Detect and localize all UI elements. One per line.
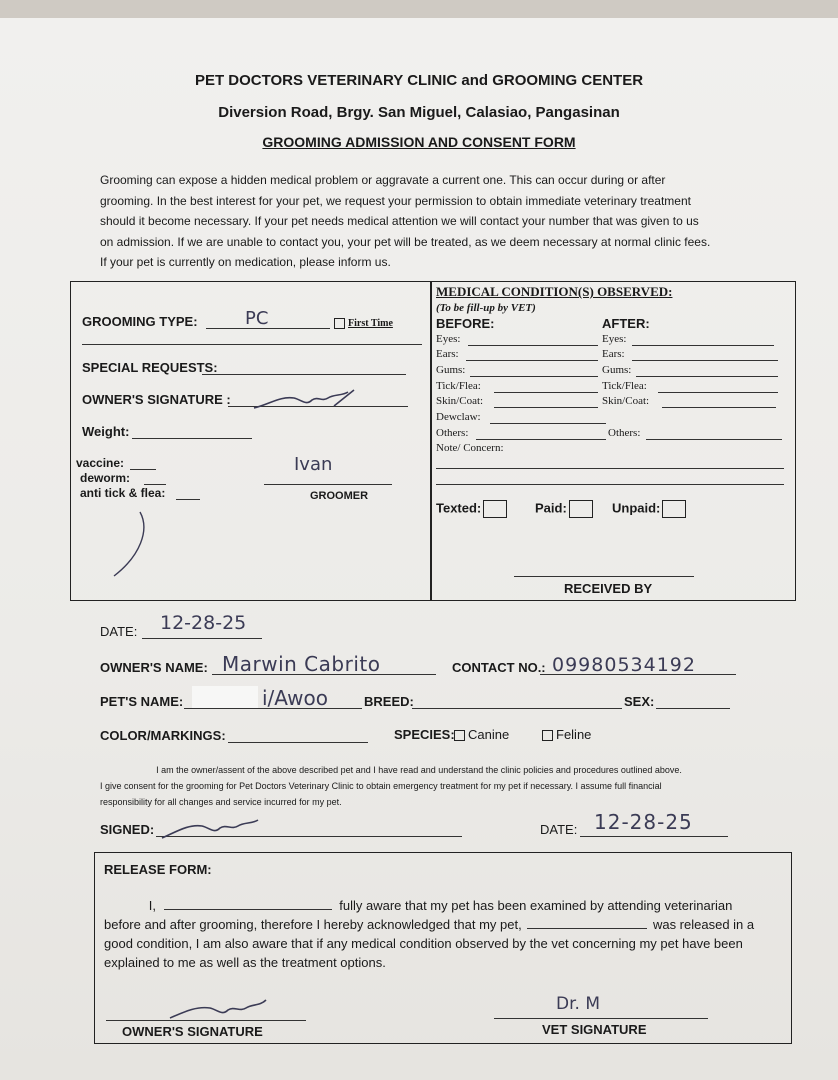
after-eyes: Eyes: <box>602 333 627 345</box>
owner-signature-scribble <box>250 386 360 412</box>
medical-title: MEDICAL CONDITION(S) OBSERVED: <box>436 284 673 299</box>
first-time-label: First Time <box>348 318 393 329</box>
feline-option[interactable] <box>542 727 591 742</box>
note-line-1 <box>436 468 784 469</box>
contact-value[interactable]: 09980534192 <box>552 654 696 676</box>
intro-line: If your pet is currently on medication, please inform us. <box>100 255 391 269</box>
anti-tick-line <box>176 499 200 500</box>
special-requests-line <box>202 374 406 375</box>
consent-line: I give consent for the grooming for Pet Doctors Veterinary Clinic to obtain emergency treatment for my pet if necessary. I assume full financial <box>100 781 662 791</box>
note-line-2 <box>436 484 784 485</box>
breed-label: BREED: <box>364 694 414 709</box>
release-line-4: explained to me as well as the treatment options. <box>104 955 386 970</box>
groomer-line <box>264 484 392 485</box>
signed-date-label: DATE: <box>540 822 578 837</box>
received-by-label: RECEIVED BY <box>564 581 653 596</box>
paid-field[interactable] <box>535 500 593 518</box>
before-ears-line <box>466 360 598 361</box>
before-skin-line <box>494 407 598 408</box>
texted-checkbox[interactable] <box>483 500 507 518</box>
form-title: GROOMING ADMISSION AND CONSENT FORM <box>262 134 576 150</box>
pet-name-label: PET'S NAME: <box>100 694 184 709</box>
before-gums-line <box>470 376 598 377</box>
clinic-name: PET DOCTORS VETERINARY CLINIC and GROOMING CENTER <box>194 72 644 89</box>
special-requests-label: SPECIAL REQUESTS: <box>82 360 218 375</box>
before-tick-line <box>494 392 598 393</box>
feline-checkbox[interactable] <box>542 730 553 741</box>
date-line <box>142 638 262 639</box>
after-gums: Gums: <box>602 364 632 376</box>
before-dewclaw-line <box>490 423 606 424</box>
canine-label: Canine <box>468 727 510 742</box>
consent-line: I am the owner/assent of the above described pet and I have read and understand the clinic policies and procedures outlined above. <box>156 765 682 775</box>
unpaid-checkbox[interactable] <box>662 500 686 518</box>
after-skin: Skin/Coat: <box>602 395 650 407</box>
contact-label: CONTACT NO.: <box>452 660 546 675</box>
after-others-line <box>646 439 782 440</box>
before-others: Others: <box>436 427 469 439</box>
checkbox-square[interactable] <box>334 318 345 329</box>
intro-line: Grooming can expose a hidden medical problem or aggravate a current one. This can occur during or after <box>100 173 666 187</box>
deworm-line <box>144 484 166 485</box>
vet-sig-label: VET SIGNATURE <box>542 1022 647 1037</box>
sex-line <box>656 708 730 709</box>
color-label: COLOR/MARKINGS: <box>100 728 226 743</box>
admission-box <box>70 281 796 601</box>
before-gums: Gums: <box>436 364 466 376</box>
breed-line <box>412 708 622 709</box>
before-dewclaw: Dewclaw: <box>436 411 481 423</box>
received-by-line <box>514 576 694 577</box>
owner-name-value[interactable]: Marwin Cabrito <box>222 652 381 676</box>
release-line2-text: before and after grooming, therefore I hereby acknowledged that my pet, <box>104 917 522 932</box>
first-time-checkbox[interactable] <box>334 318 393 329</box>
texted-field[interactable] <box>436 500 507 518</box>
release-pet-blank[interactable] <box>527 915 647 929</box>
sex-label: SEX: <box>624 694 655 709</box>
clinic-address: Diversion Road, Brgy. San Miguel, Calasiao, Pangasinan <box>218 104 620 121</box>
pen-mark <box>110 510 150 580</box>
after-label: AFTER: <box>602 316 650 331</box>
release-line-2 <box>104 915 784 934</box>
release-line1-text: fully aware that my pet has been examined by attending veterinarian <box>339 898 733 913</box>
consent-line: responsibility for all changes and service incurred for my pet. <box>100 797 342 807</box>
signed-label: SIGNED: <box>100 822 155 837</box>
after-ears-line <box>632 360 778 361</box>
owner-name-label: OWNER'S NAME: <box>100 660 208 675</box>
release-owner-blank[interactable] <box>164 896 332 910</box>
species-label: SPECIES: <box>394 727 455 742</box>
weight-label: Weight: <box>82 424 130 439</box>
grooming-extra-line <box>82 344 422 345</box>
pet-name-value[interactable]: i/Awoo <box>262 686 328 710</box>
before-skin: Skin/Coat: <box>436 395 484 407</box>
intro-line: grooming. In the best interest for your pet, we request your permission to obtain immediate veterinary treatment <box>100 193 691 208</box>
groomer-label: GROOMER <box>310 490 369 502</box>
release-title: RELEASE FORM: <box>104 862 212 877</box>
release-owner-sig-label: OWNER'S SIGNATURE <box>122 1024 263 1039</box>
intro-paragraph <box>100 170 740 273</box>
release-paragraph <box>104 896 784 972</box>
anti-tick-label: anti tick & flea: <box>80 486 166 500</box>
release-line2-text-b: was released in a <box>652 917 755 932</box>
canine-checkbox[interactable] <box>454 730 465 741</box>
vet-sig-line <box>494 1018 708 1019</box>
after-ears: Ears: <box>602 348 625 360</box>
before-label: BEFORE: <box>436 316 495 331</box>
after-tick-line <box>658 392 778 393</box>
deworm-label: deworm: <box>80 471 131 485</box>
before-others-line <box>476 439 606 440</box>
texted-label: Texted: <box>436 500 482 516</box>
owner-signature-label: OWNER'S SIGNATURE : <box>82 392 231 407</box>
weight-line <box>132 438 252 439</box>
after-gums-line <box>636 376 778 377</box>
grooming-type-label: GROOMING TYPE: <box>82 314 198 329</box>
unpaid-field[interactable] <box>612 500 686 518</box>
signed-date-line <box>580 836 728 837</box>
intro-line: on admission. If we are unable to contact you, your pet will be treated, as we deem necessary at normal clinic fees. <box>100 234 711 249</box>
signed-date-value[interactable]: 12-28-25 <box>594 810 693 834</box>
vaccine-label: vaccine: <box>76 456 125 470</box>
release-line-1 <box>104 896 784 915</box>
color-line <box>228 742 368 743</box>
after-eyes-line <box>632 345 774 346</box>
after-others: Others: <box>608 427 641 439</box>
medical-subtitle: (To be fill-up by VET) <box>436 302 536 314</box>
form-paper <box>0 18 838 1080</box>
intro-line: should it become necessary. If your pet needs medical attention we will contact your number that was given to us <box>100 214 699 228</box>
redaction-patch <box>192 686 258 708</box>
before-ears: Ears: <box>436 348 459 360</box>
release-owner-sig-line <box>106 1020 306 1021</box>
vaccine-line <box>130 469 156 470</box>
groomer-value[interactable]: Ivan <box>294 454 333 475</box>
before-tick: Tick/Flea: <box>436 380 481 392</box>
date-label: DATE: <box>100 624 138 639</box>
paid-checkbox[interactable] <box>569 500 593 518</box>
vet-signature-value[interactable]: Dr. M <box>556 994 600 1014</box>
feline-label: Feline <box>556 727 592 742</box>
after-tick: Tick/Flea: <box>602 380 647 392</box>
note-label: Note/ Concern: <box>436 442 504 454</box>
date-value[interactable]: 12-28-25 <box>160 612 247 634</box>
before-eyes-line <box>468 345 598 346</box>
release-line-3: good condition, I am also aware that if any medical condition observed by the vet concerning my pet have been <box>104 936 743 951</box>
unpaid-label: Unpaid: <box>612 500 661 516</box>
after-skin-line <box>662 407 776 408</box>
release-i: I, <box>148 898 156 913</box>
before-eyes: Eyes: <box>436 333 461 345</box>
box-divider <box>430 281 432 601</box>
paid-label: Paid: <box>535 500 567 516</box>
signed-signature-scribble <box>158 816 268 842</box>
canine-option[interactable] <box>454 727 509 742</box>
grooming-type-value[interactable]: PC <box>245 308 269 329</box>
